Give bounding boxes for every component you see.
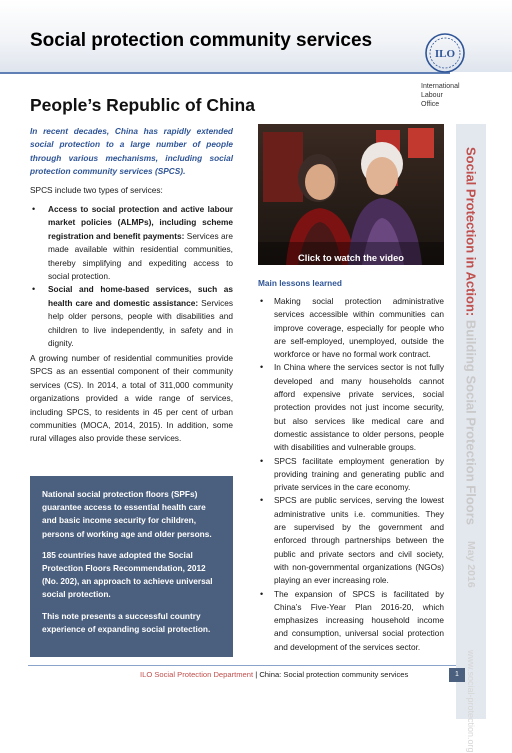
list-item: • Access to social protection and active labour market policies (ALMPs), including scheme registration and benefit payments: Services are made available within residential communities, thereby simplifying and expediting access to social protection. <box>32 204 234 282</box>
intro-paragraph: In recent decades, China has rapidly extended social protection to a large number of people through various mechanisms, including social protection community services (SPCS). <box>30 126 233 177</box>
footer: ILO Social Protection Department | China: Social protection community services <box>140 670 409 679</box>
header-rule <box>0 72 450 74</box>
video-photo <box>258 124 444 265</box>
footer-rule <box>28 665 456 666</box>
list-item: • Social and home-based services, such as health care and domestic assistance: Services help older persons, people with disabilities and children to live independently, in safety and in dignity. <box>32 284 233 349</box>
body-paragraph: A growing number of residential communities provide SPCS as an essential component of their community services (CS). In 2014, a total of 311,000 community organizations provided a wide range of services, including SPCS, to residents in 45 per cent of urban communities (MOCA, 2014, 2015). In addition, some rural villages also provide these services. <box>30 353 233 444</box>
video-thumbnail[interactable] <box>258 124 444 265</box>
video-caption[interactable]: Click to watch the video <box>298 253 404 263</box>
list-item: • Making social protection administrative services accessible within communities can improve coverage, especially for people who are self-employed, unemployed, outside the workforce or have no formal work contract. <box>260 296 444 360</box>
list-item: • SPCS are public services, serving the lowest administrative units i.e. communities. They are supervised by the government and enforced through partnerships between the public and private sectors and civil society, with non-governmental organizations (NGOs) playing an ever increasing role. <box>260 495 444 586</box>
list-item: • In China where the services sector is not fully developed and many households cannot afford expensive private services, social protection provides not just income security, but also services like medical care and domestic assistance to older persons, people with disabilities and vulnerable groups. <box>260 362 444 453</box>
list-item: • The expansion of SPCS is facilitated by China’s Five-Year Plan 2016-20, which emphasizes increasing household income and consumption, universal social protection and development of the services sector. <box>260 588 444 652</box>
spcs-intro: SPCS include two types of services: <box>30 185 163 195</box>
website-link[interactable]: www.social-protection.org <box>466 650 476 753</box>
organization-name: International Labour Office <box>421 83 460 108</box>
ilo-logo <box>424 32 466 74</box>
country-heading: People’s Republic of China <box>30 95 255 115</box>
svg-text:ILO: ILO <box>434 48 456 60</box>
callout-paragraph: This note presents a successful country experience of expanding social protection. <box>42 610 211 634</box>
series-title: Social Protection in Action: Building Social Protection Floors <box>463 147 479 526</box>
list-item: • SPCS facilitate employment generation by providing training and generating public and private services in the care economy. <box>260 455 444 493</box>
lessons-list <box>258 295 444 654</box>
document-title: Social protection community services <box>30 30 373 51</box>
lessons-heading: Main lessons learned <box>258 278 342 288</box>
page-number: 1 <box>449 668 465 682</box>
callout-paragraph: National social protection floors (SPFs) guarantee access to essential health care and basic income security for children, persons of working age and older persons. <box>42 489 212 539</box>
publication-date: May 2016 <box>465 541 477 588</box>
callout-box <box>30 476 233 657</box>
services-list <box>30 203 233 350</box>
callout-paragraph: 185 countries have adopted the Social Protection Floors Recommendation, 2012 (No. 202), an approach to achieve universal social protection. <box>42 549 213 600</box>
